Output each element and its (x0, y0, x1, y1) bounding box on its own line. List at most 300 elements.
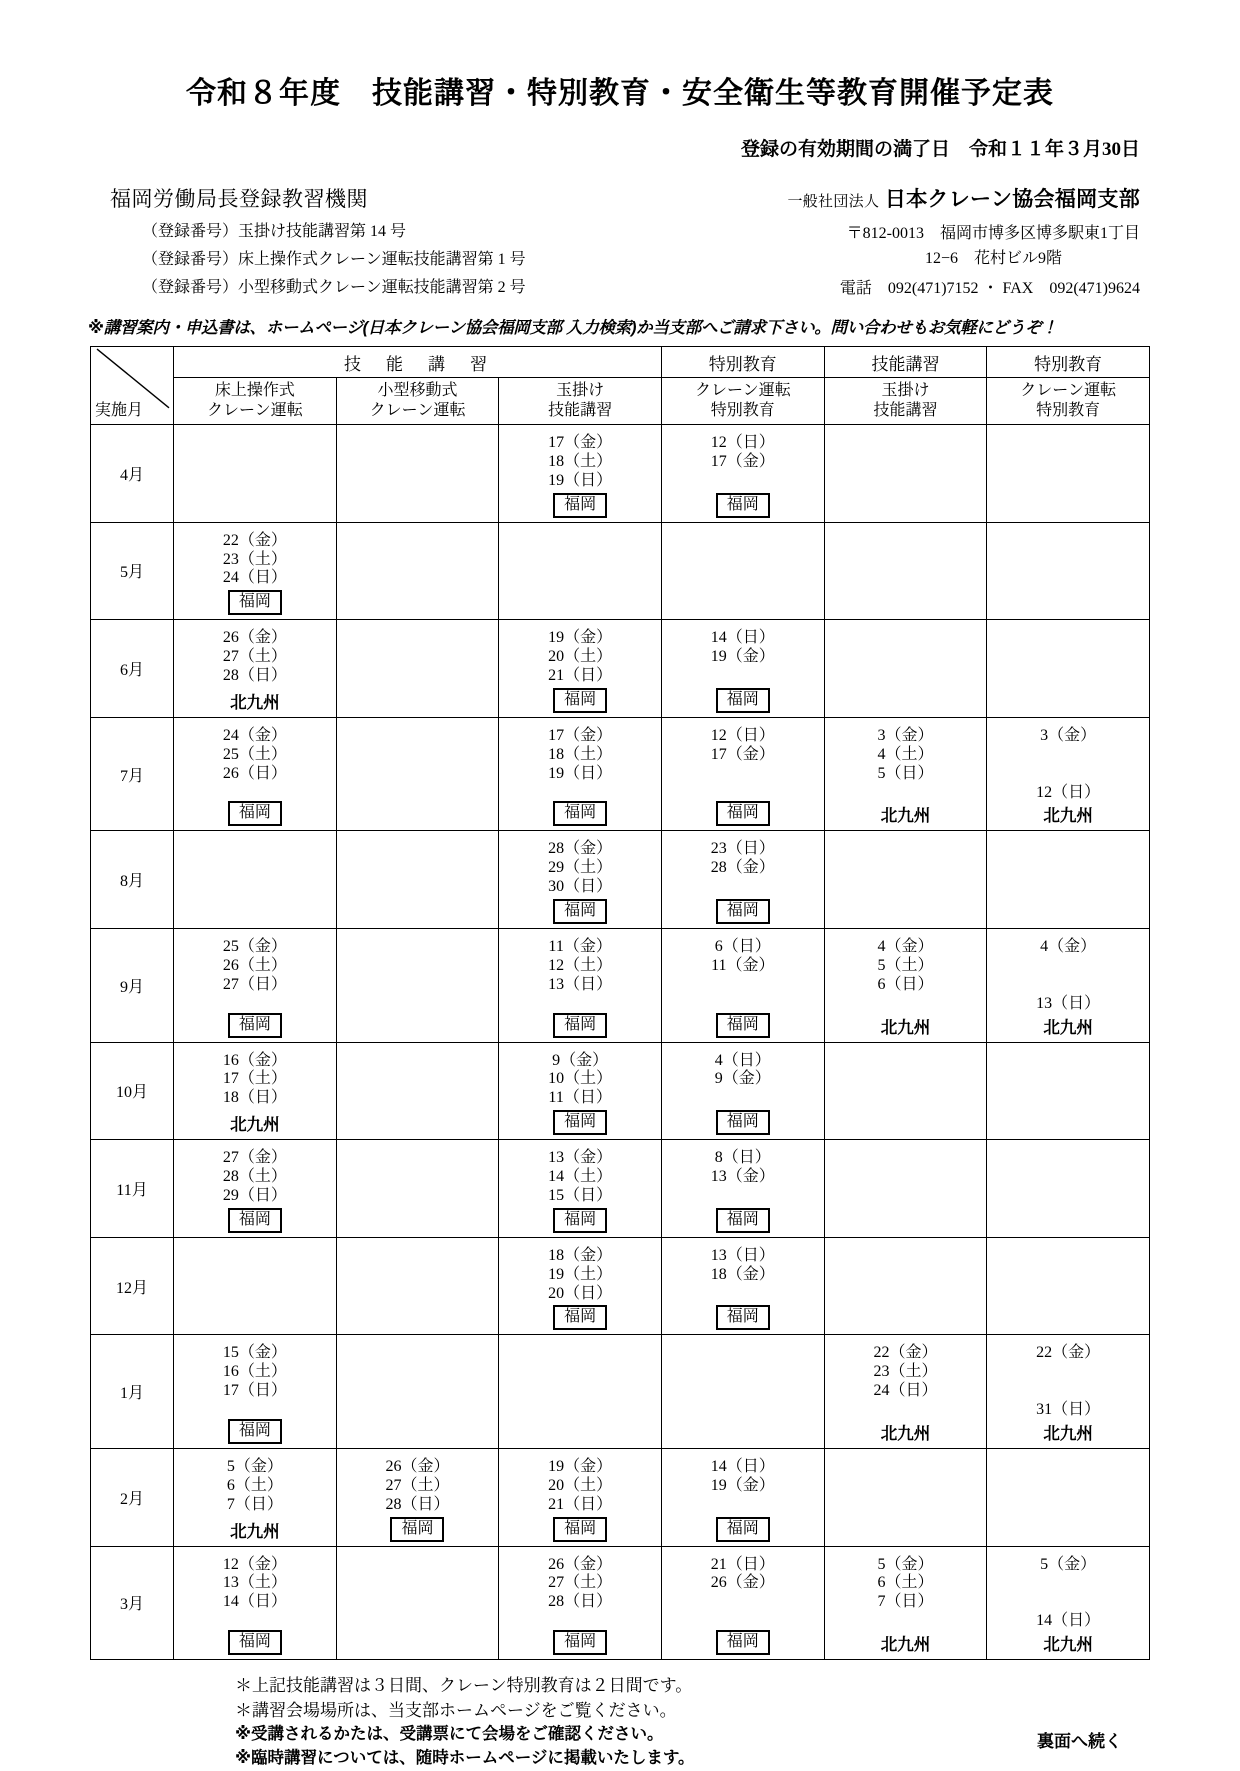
table-row (91, 1335, 1150, 1449)
date-entry: 13（日） (1036, 994, 1101, 1012)
date-list (827, 625, 985, 629)
date-entry: 22（金） (873, 1344, 938, 1362)
column-header-line1: 玉掛け (881, 382, 930, 400)
schedule-cell-inner (337, 1449, 499, 1546)
column-header-crane-special-edu-2 (987, 378, 1150, 425)
date-list (827, 528, 985, 532)
column-header-line2: 特別教育 (1036, 402, 1101, 419)
venue-area (989, 1631, 1147, 1655)
schedule-cell-inner (662, 1547, 824, 1660)
schedule-cell-inner (499, 425, 661, 522)
date-entry: 13（日） (710, 1246, 775, 1264)
date-entry: 9（金） (714, 1070, 771, 1088)
schedule-cell-inner (987, 1043, 1149, 1140)
date-entry (989, 957, 1147, 976)
date-entry: 19（金） (548, 1457, 613, 1475)
date-entry: 27（土） (385, 1476, 450, 1494)
date-entry: 17（金） (710, 452, 775, 470)
schedule-cell (174, 1335, 337, 1449)
date-list (176, 430, 334, 434)
column-header-line1: 玉掛け (556, 382, 605, 400)
schedule-cell-inner (987, 523, 1149, 620)
month-label-cell: 1月 (91, 1335, 174, 1449)
date-list (827, 1243, 985, 1247)
schedule-cell-inner (499, 1140, 661, 1237)
schedule-cell-inner (662, 718, 824, 831)
date-entry: 23（土） (222, 550, 287, 568)
date-entry: 13（土） (222, 1574, 287, 1592)
date-entry: 5（金） (1040, 1555, 1097, 1573)
registration-number-3: （登録番号）小型移動式クレーン運転技能講習第 2 号 (142, 279, 526, 296)
venue-area (664, 1206, 822, 1233)
venue-badge: 福岡 (228, 590, 282, 615)
schedule-cell-inner (174, 523, 336, 620)
date-list (339, 1340, 497, 1344)
schedule-cell-inner (499, 718, 661, 831)
venue-area (989, 802, 1147, 826)
schedule-cell (499, 1448, 662, 1546)
date-entry: 9（金） (552, 1051, 609, 1069)
schedule-cell (174, 1042, 337, 1140)
venue-area (176, 588, 334, 615)
schedule-cell (824, 1546, 987, 1660)
date-list (989, 836, 1147, 840)
date-entry: 11（金） (711, 956, 775, 974)
venue-label: 北九州 (230, 1116, 280, 1135)
schedule-cell-inner (987, 1335, 1149, 1448)
date-list (827, 934, 985, 995)
date-entry: 6（土） (877, 1574, 934, 1592)
month-label-cell: 3月 (91, 1546, 174, 1660)
date-list (827, 1454, 985, 1458)
date-entry: 11（日） (548, 1089, 612, 1107)
month-label-cell: 4月 (91, 425, 174, 523)
schedule-cell-inner (337, 620, 499, 717)
schedule-cell (336, 425, 499, 523)
date-entry: 3（金） (877, 726, 934, 744)
venue-badge: 福岡 (716, 688, 770, 713)
table-row (91, 522, 1150, 620)
date-entry (989, 1363, 1147, 1382)
schedule-cell-inner (499, 1449, 661, 1546)
date-list (501, 1552, 659, 1613)
date-list (176, 1454, 334, 1515)
date-list (989, 1552, 1147, 1632)
date-entry: 20（土） (548, 648, 613, 666)
schedule-cell-inner (174, 1043, 336, 1140)
date-entry: 17（日） (222, 1382, 287, 1400)
date-list (339, 625, 497, 629)
date-list (501, 1340, 659, 1344)
schedule-cell-inner (174, 718, 336, 831)
date-entry: 25（土） (222, 745, 287, 763)
venue-area (176, 1628, 334, 1655)
date-entry: 5（金） (877, 1555, 934, 1573)
venue-label: 北九州 (230, 693, 280, 712)
venue-badge: 福岡 (228, 1013, 282, 1038)
continued-notice: 裏面へ続く (1037, 1732, 1122, 1752)
date-list (827, 430, 985, 434)
date-entry: 19（日） (548, 471, 613, 489)
schedule-cell (987, 717, 1150, 831)
date-list (664, 625, 822, 667)
registration-validity: 登録の有効期間の満了日 令和１１年３月30日 (740, 139, 1140, 160)
schedule-cell (499, 831, 662, 929)
date-list (176, 625, 334, 686)
schedule-cell (336, 717, 499, 831)
schedule-cell (174, 831, 337, 929)
date-entry: 6（土） (226, 1476, 283, 1494)
venue-area (501, 686, 659, 713)
venue-area (501, 1628, 659, 1655)
date-list (501, 723, 659, 784)
venue-label: 北九州 (880, 807, 931, 826)
schedule-cell-inner (662, 929, 824, 1042)
schedule-cell (661, 1546, 824, 1660)
date-entry: 14（日） (1036, 1612, 1101, 1630)
registrar-name: 福岡労働局長登録教習機関 (110, 187, 368, 211)
venue-label: 北九州 (880, 1636, 931, 1654)
date-entry: 23（日） (710, 840, 775, 858)
venue-badge: 福岡 (228, 1208, 282, 1233)
date-list (339, 430, 497, 434)
venue-badge: 福岡 (390, 1517, 444, 1542)
date-list (339, 723, 497, 727)
schedule-cell-inner (174, 1238, 336, 1335)
date-entry (989, 1574, 1147, 1593)
date-list (176, 1552, 334, 1613)
schedule-cell (824, 522, 987, 620)
date-entry: 13（金） (548, 1149, 613, 1167)
date-list (339, 528, 497, 532)
venue-area (989, 1420, 1147, 1444)
schedule-cell-inner (499, 1043, 661, 1140)
date-entry: 16（土） (222, 1363, 287, 1381)
venue-area (501, 1108, 659, 1135)
date-entry: 23（土） (873, 1363, 938, 1381)
date-list (176, 1340, 334, 1401)
venue-badge: 福岡 (716, 493, 770, 518)
schedule-cell (987, 522, 1150, 620)
date-entry: 19（金） (710, 648, 775, 666)
schedule-cell-inner (499, 831, 661, 928)
footnote-2: ＊講習会場場所は、当支部ホームページをご覧ください。 (235, 1700, 677, 1720)
venue-badge: 福岡 (553, 801, 607, 826)
schedule-cell-inner (825, 1238, 987, 1335)
date-list (827, 836, 985, 840)
schedule-cell (661, 522, 824, 620)
date-list (664, 1340, 822, 1344)
schedule-cell-inner (825, 1547, 987, 1660)
venue-label: 北九州 (880, 1424, 931, 1443)
schedule-cell (987, 425, 1150, 523)
table-row (91, 620, 1150, 718)
date-entry: 7（日） (877, 1593, 934, 1611)
schedule-cell-inner (987, 718, 1149, 831)
venue-area (176, 689, 334, 713)
schedule-cell-inner (825, 425, 987, 522)
date-entry: 13（日） (548, 975, 613, 993)
date-entry: 26（金） (222, 629, 287, 647)
date-entry: 19（日） (548, 764, 613, 782)
schedule-cell-inner (174, 831, 336, 928)
date-list (989, 1243, 1147, 1247)
schedule-cell-inner (337, 1043, 499, 1140)
venue-label: 北九州 (880, 1018, 931, 1037)
date-entry: 12（日） (710, 726, 775, 744)
venue-badge: 福岡 (228, 801, 282, 826)
association-address-line-2: 12−6 花村ビル9階 (924, 250, 1062, 267)
schedule-cell-inner (499, 1238, 661, 1335)
venue-badge: 福岡 (716, 1305, 770, 1330)
venue-badge: 福岡 (553, 1630, 607, 1655)
schedule-table (90, 346, 1150, 1660)
group-header-special-education-1: 特別教育 (661, 347, 824, 378)
date-entry: 19（金） (710, 1476, 775, 1494)
date-list (339, 1145, 497, 1149)
month-label-cell: 12月 (91, 1237, 174, 1335)
date-list (664, 836, 822, 878)
date-entry: 17（金） (548, 726, 613, 744)
date-entry: 28（金） (548, 840, 613, 858)
month-label-cell: 10月 (91, 1042, 174, 1140)
date-list (501, 1243, 659, 1304)
schedule-cell (499, 425, 662, 523)
schedule-cell (499, 929, 662, 1043)
venue-area (664, 1303, 822, 1330)
date-entry: 26（土） (222, 956, 287, 974)
month-label-cell: 5月 (91, 522, 174, 620)
footnotes-block (0, 1674, 1240, 1771)
date-list (827, 1552, 985, 1613)
registrar-column (110, 183, 580, 298)
table-row (91, 1140, 1150, 1238)
schedule-cell-inner (499, 620, 661, 717)
date-list (176, 934, 334, 995)
date-list (664, 1048, 822, 1090)
schedule-cell-inner (987, 1140, 1149, 1237)
date-entry: 26（金） (385, 1457, 450, 1475)
date-list (989, 430, 1147, 434)
date-list (664, 723, 822, 765)
association-legal-prefix: 一般社団法人 (787, 194, 880, 210)
date-list (989, 528, 1147, 532)
date-list (664, 1552, 822, 1594)
date-entry: 28（日） (548, 1593, 613, 1611)
date-entry: 22（金） (222, 531, 287, 549)
venue-area (989, 1014, 1147, 1038)
schedule-cell (336, 1237, 499, 1335)
date-entry: 21（日） (548, 667, 613, 684)
schedule-cell-inner (825, 1335, 987, 1448)
date-entry: 17（土） (222, 1070, 287, 1088)
application-notice: ※講習案内・申込書は、ホームページ(日本クレーン協会福岡支部 入力検索)か当支部へご請求下さい。問い合わせもお気軽にどうぞ！ (88, 319, 1058, 337)
venue-badge: 福岡 (716, 1517, 770, 1542)
schedule-cell-inner (662, 620, 824, 717)
venue-label: 北九州 (1043, 1424, 1093, 1443)
association-title: 日本クレーン協会福岡支部 (884, 187, 1140, 211)
schedule-cell-inner (174, 1449, 336, 1546)
venue-badge: 福岡 (553, 899, 607, 924)
group-header-skill-training-2: 技能講習 (824, 347, 987, 378)
schedule-cell-inner (825, 1449, 987, 1546)
venue-area (664, 1515, 822, 1542)
date-entry: 27（日） (222, 975, 287, 993)
schedule-cell-inner (337, 929, 499, 1042)
month-label-cell: 7月 (91, 717, 174, 831)
date-entry (989, 765, 1147, 784)
date-list (501, 625, 659, 686)
date-entry (989, 746, 1147, 765)
schedule-table-head (91, 347, 1150, 425)
venue-badge: 福岡 (553, 1517, 607, 1542)
date-entry: 21（日） (710, 1555, 775, 1573)
column-header-line2: 特別教育 (710, 402, 775, 419)
table-row (91, 929, 1150, 1043)
venue-area (339, 1515, 497, 1542)
date-list (339, 836, 497, 840)
date-entry: 24（日） (873, 1382, 938, 1400)
schedule-cell (174, 929, 337, 1043)
date-entry: 18（日） (222, 1089, 287, 1107)
schedule-cell (661, 425, 824, 523)
schedule-cell-inner (337, 831, 499, 928)
venue-badge: 福岡 (716, 1110, 770, 1135)
schedule-cell (824, 1237, 987, 1335)
date-entry: 24（日） (222, 569, 287, 587)
date-list (339, 1454, 497, 1515)
schedule-cell-inner (987, 620, 1149, 717)
venue-badge: 福岡 (553, 1013, 607, 1038)
schedule-cell (824, 717, 987, 831)
column-header-line2: 技能講習 (548, 402, 613, 419)
venue-badge: 福岡 (716, 1630, 770, 1655)
schedule-cell (336, 831, 499, 929)
date-list (827, 1145, 985, 1149)
date-list (664, 1454, 822, 1496)
schedule-cell-inner (987, 1547, 1149, 1660)
table-row (91, 1448, 1150, 1546)
date-entry: 27（土） (548, 1574, 613, 1592)
schedule-cell-inner (337, 523, 499, 620)
month-label-cell: 9月 (91, 929, 174, 1043)
venue-badge: 福岡 (716, 801, 770, 826)
schedule-cell-inner (987, 1449, 1149, 1546)
date-entry: 4（金） (877, 938, 934, 955)
schedule-cell (499, 1042, 662, 1140)
schedule-cell-inner (174, 1335, 336, 1448)
date-list (501, 934, 659, 995)
venue-badge: 福岡 (716, 899, 770, 924)
schedule-cell (824, 425, 987, 523)
schedule-cell (987, 1237, 1150, 1335)
schedule-cell-inner (174, 1547, 336, 1660)
date-entry: 17（金） (548, 434, 613, 451)
date-list (176, 1048, 334, 1109)
date-entry: 27（金） (222, 1149, 287, 1167)
venue-area (664, 1011, 822, 1038)
date-entry: 19（土） (548, 1265, 613, 1283)
date-entry: 3（金） (1040, 726, 1097, 744)
corner-header-label: 実施月 (95, 402, 144, 419)
date-entry (989, 1593, 1147, 1612)
schedule-cell-inner (337, 1238, 499, 1335)
venue-area (501, 1303, 659, 1330)
schedule-cell-inner (662, 425, 824, 522)
schedule-cell-inner (825, 718, 987, 831)
schedule-cell (499, 717, 662, 831)
venue-area (827, 1420, 985, 1444)
date-entry: 29（日） (222, 1186, 287, 1204)
table-row (91, 1042, 1150, 1140)
schedule-cell-inner (987, 929, 1149, 1042)
date-entry: 25（金） (222, 938, 287, 955)
schedule-cell-inner (825, 620, 987, 717)
association-address-line-1: 〒812-0013 福岡市博多区博多駅東1丁目 (846, 225, 1140, 242)
venue-badge: 福岡 (553, 1305, 607, 1330)
date-entry: 14（土） (548, 1168, 613, 1185)
date-list (989, 1454, 1147, 1458)
date-entry: 12（日） (710, 434, 775, 451)
organization-info-block (0, 183, 1240, 298)
date-list (989, 1048, 1147, 1052)
schedule-cell (499, 1140, 662, 1238)
venue-area (176, 1417, 334, 1444)
venue-area (664, 1108, 822, 1135)
footnote-4: ※臨時講習については、随時ホームページに掲載いたします。 (235, 1749, 695, 1768)
venue-area (664, 491, 822, 518)
schedule-cell (824, 929, 987, 1043)
schedule-cell (661, 929, 824, 1043)
schedule-cell-inner (662, 1238, 824, 1335)
schedule-cell-inner (662, 1335, 824, 1448)
column-header-line2: 技能講習 (873, 402, 938, 419)
venue-area (176, 1518, 334, 1542)
page-title: 令和８年度 技能講習・特別教育・安全衛生等教育開催予定表 (186, 77, 1054, 110)
column-header-slinging-skill (499, 378, 662, 425)
schedule-cell (824, 1042, 987, 1140)
date-list (501, 1454, 659, 1515)
date-entry: 15（金） (222, 1344, 287, 1362)
registration-number-1: （登録番号）玉掛け技能講習第 14 号 (142, 223, 407, 240)
footnote-1: ＊上記技能講習は３日間、クレーン特別教育は２日間です。 (235, 1676, 693, 1695)
date-entry: 7（日） (226, 1495, 283, 1513)
schedule-cell (987, 620, 1150, 718)
schedule-cell-inner (499, 929, 661, 1042)
date-entry: 20（日） (548, 1284, 613, 1302)
venue-area (501, 1011, 659, 1038)
schedule-cell-inner (174, 1140, 336, 1237)
schedule-cell (661, 1140, 824, 1238)
venue-badge: 福岡 (228, 1630, 282, 1655)
venue-badge: 福岡 (553, 1110, 607, 1135)
venue-area (176, 799, 334, 826)
date-entry: 24（金） (222, 726, 287, 744)
schedule-table-body (91, 425, 1150, 1660)
schedule-cell-inner (499, 1335, 661, 1448)
month-label-cell: 8月 (91, 831, 174, 929)
schedule-cell (661, 1237, 824, 1335)
schedule-cell-inner (662, 1449, 824, 1546)
schedule-cell (336, 929, 499, 1043)
table-row (91, 1237, 1150, 1335)
date-list (989, 1145, 1147, 1149)
venue-area (664, 686, 822, 713)
column-header-line1: 床上操作式 (214, 382, 295, 400)
date-list (176, 1243, 334, 1247)
date-entry: 18（土） (548, 452, 613, 470)
date-list (501, 1048, 659, 1109)
